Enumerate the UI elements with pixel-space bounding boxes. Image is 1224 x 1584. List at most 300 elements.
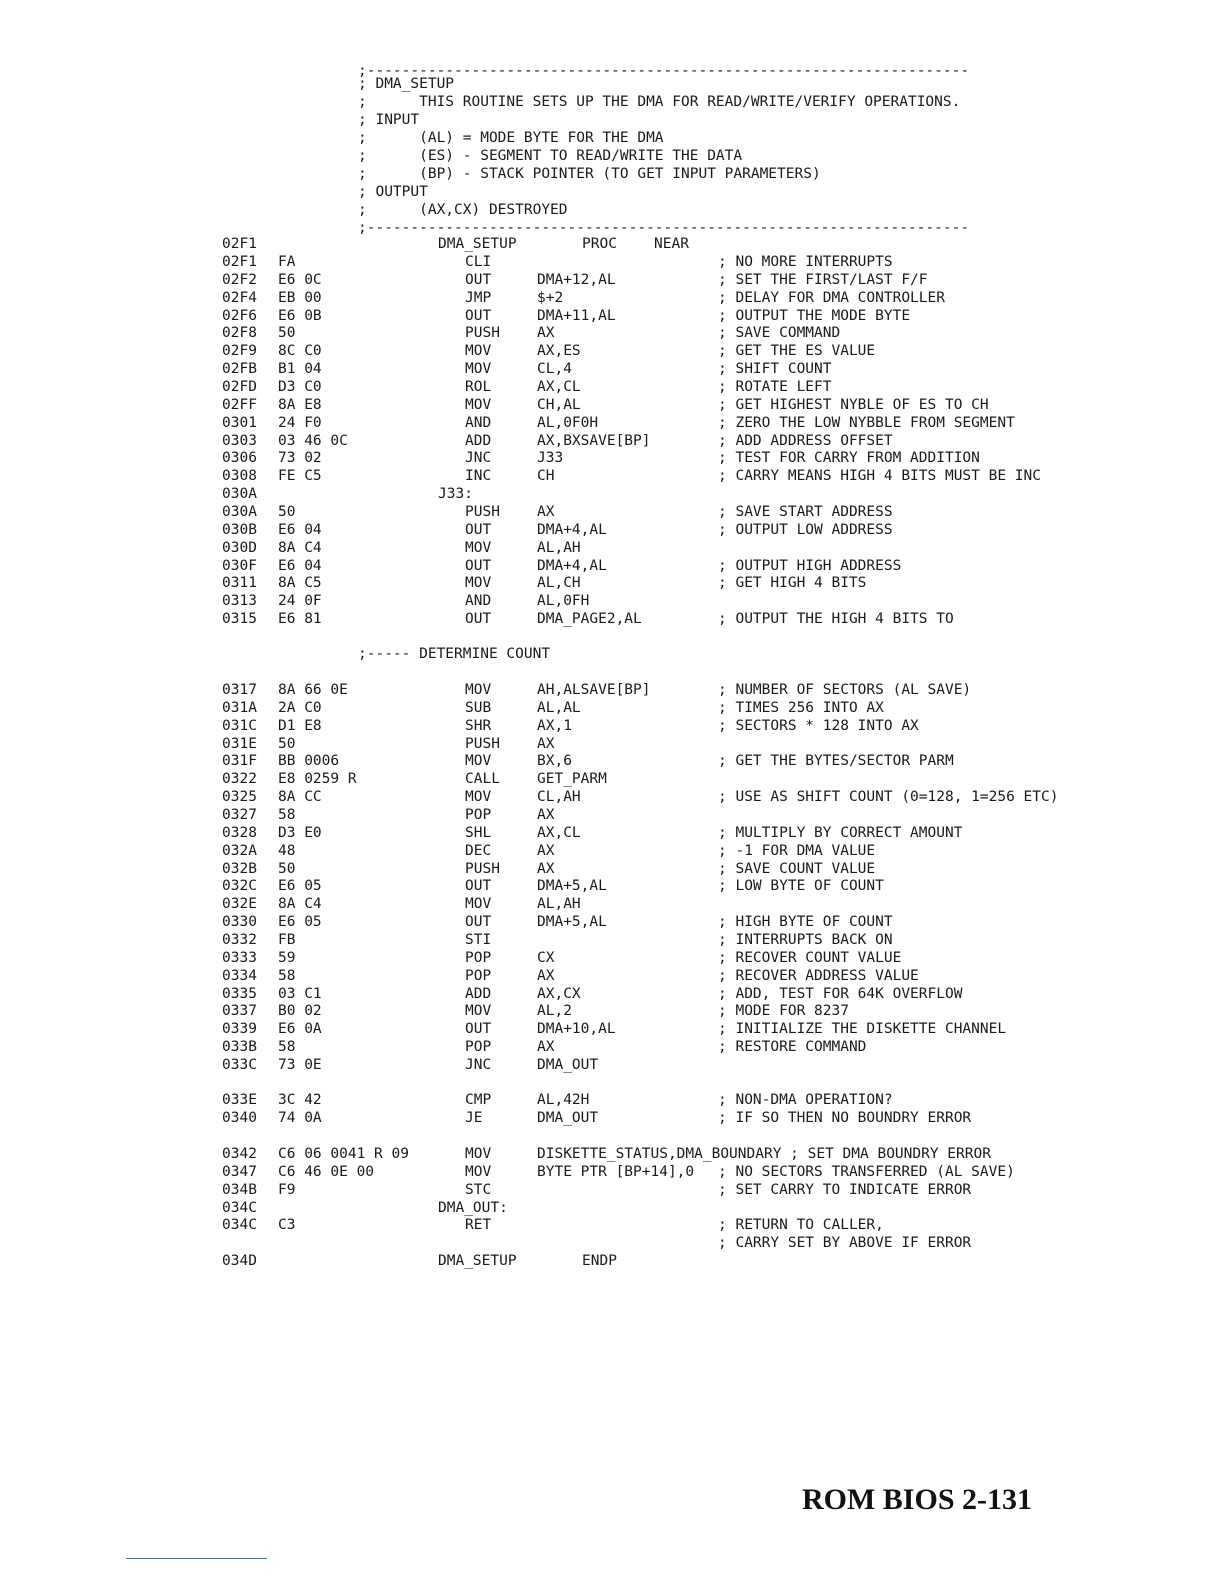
machine-code: 73 02	[278, 450, 322, 467]
listing-row	[0, 378, 1224, 396]
listing-row	[0, 877, 1224, 895]
listing-row	[0, 699, 1224, 717]
mnemonic: CLI	[465, 254, 492, 270]
listing-row	[0, 503, 1224, 521]
machine-code: 8C C0	[278, 343, 322, 360]
listing-row	[0, 752, 1224, 770]
listing-row	[0, 467, 1224, 485]
machine-code: 58	[278, 807, 296, 823]
machine-code: 03 46 0C	[278, 432, 348, 449]
address: 032C	[222, 878, 257, 895]
operands: AX,BXSAVE[BP]	[537, 432, 651, 449]
address: 0313	[222, 593, 257, 610]
operands: AL,CH	[537, 575, 581, 592]
operands: AL,42H	[537, 1092, 590, 1108]
address: 0308	[222, 468, 257, 485]
address: 0301	[222, 414, 257, 431]
listing-row	[0, 913, 1224, 931]
address: 032E	[222, 896, 257, 913]
machine-code: C6 06 0041 R 09	[278, 1146, 409, 1162]
operands: BYTE PTR [BP+14],0	[537, 1163, 695, 1180]
mnemonic: MOV	[465, 396, 492, 413]
machine-code: 03 C1	[278, 985, 322, 1002]
scan-underline-mark	[126, 1558, 267, 1559]
address: 034C	[222, 1217, 257, 1234]
proc-distance: NEAR	[654, 236, 689, 252]
address: 0303	[222, 432, 257, 449]
listing-row	[0, 449, 1224, 467]
proc-name: DMA_SETUP	[438, 1253, 517, 1269]
machine-code: B1 04	[278, 361, 322, 378]
machine-code: 2A C0	[278, 699, 322, 716]
mnemonic: INC	[465, 468, 492, 485]
line-comment: ; OUTPUT THE MODE BYTE	[718, 307, 911, 324]
listing-row	[0, 610, 1224, 628]
listing-row	[0, 485, 1224, 503]
operands: AX	[537, 807, 555, 823]
machine-code: 8A C5	[278, 575, 322, 592]
line-comment: ; ADD, TEST FOR 64K OVERFLOW	[718, 985, 963, 1002]
mnemonic: MOV	[465, 1146, 492, 1162]
operands: AL,0F0H	[537, 414, 599, 431]
address: 030D	[222, 539, 257, 556]
line-comment: ; SECTORS * 128 INTO AX	[718, 717, 919, 734]
address: 031C	[222, 717, 257, 734]
operands: GET_PARM	[537, 771, 607, 788]
address: 02F2	[222, 271, 257, 288]
address: 030A	[222, 503, 257, 520]
listing-row	[0, 396, 1224, 414]
operands: DISKETTE_STATUS,DMA_BOUNDARY ; SET DMA BOUNDRY ERROR	[537, 1146, 991, 1162]
mnemonic: SUB	[465, 699, 492, 716]
operands: AX,CL	[537, 824, 581, 841]
mnemonic: OUT	[465, 521, 492, 538]
operands: DMA+12,AL	[537, 271, 616, 288]
address: 0322	[222, 771, 257, 788]
line-comment: ; SAVE START ADDRESS	[718, 503, 893, 520]
mnemonic: OUT	[465, 914, 492, 930]
address: 032A	[222, 842, 257, 859]
listing-row	[0, 557, 1224, 575]
address: 02F9	[222, 343, 257, 360]
operands: DMA+4,AL	[537, 521, 607, 538]
operands: CL,4	[537, 361, 572, 378]
operands: AH,ALSAVE[BP]	[537, 682, 651, 698]
mnemonic: MOV	[465, 682, 492, 698]
machine-code: F9	[278, 1181, 296, 1198]
listing-row	[0, 414, 1224, 432]
address: 031F	[222, 753, 257, 770]
line-comment: ; SAVE COUNT VALUE	[718, 860, 876, 877]
mnemonic: ADD	[465, 432, 492, 449]
mnemonic: AND	[465, 414, 492, 431]
machine-code: D1 E8	[278, 717, 322, 734]
mnemonic: PUSH	[465, 860, 500, 877]
listing-row	[0, 1091, 1224, 1109]
line-comment: ; OUTPUT HIGH ADDRESS	[718, 557, 902, 574]
machine-code: 58	[278, 967, 296, 984]
listing-row	[0, 735, 1224, 753]
operands: AX	[537, 503, 555, 520]
machine-code: 8A 66 0E	[278, 682, 348, 698]
machine-code: C6 46 0E 00	[278, 1163, 375, 1180]
operands: AX	[537, 325, 555, 342]
machine-code: E6 05	[278, 914, 322, 930]
header-comment-line: ;---------------------------------------------------------------------	[358, 63, 970, 79]
address: 034B	[222, 1181, 257, 1198]
machine-code: 24 0F	[278, 593, 322, 610]
listing-row	[0, 949, 1224, 967]
proc-end-line	[0, 1252, 1224, 1270]
mnemonic: SHL	[465, 824, 492, 841]
address: 0339	[222, 1021, 257, 1038]
mnemonic: AND	[465, 593, 492, 610]
machine-code: E8 0259 R	[278, 771, 357, 788]
machine-code: FA	[278, 254, 296, 270]
address: 02F6	[222, 307, 257, 324]
listing-row	[0, 324, 1224, 342]
operands: J33	[537, 450, 564, 467]
machine-code: D3 E0	[278, 824, 322, 841]
proc-keyword: ENDP	[582, 1253, 617, 1269]
line-comment: ; SAVE COMMAND	[718, 325, 841, 342]
address: 0337	[222, 1003, 257, 1020]
address: 031E	[222, 735, 257, 752]
operands: AL,0FH	[537, 593, 590, 610]
operands: AL,AL	[537, 699, 581, 716]
address: 02FD	[222, 379, 257, 395]
line-comment: ; SET THE FIRST/LAST F/F	[718, 271, 928, 288]
mnemonic: JMP	[465, 289, 492, 306]
listing-row	[0, 289, 1224, 307]
operands: DMA_OUT	[537, 1056, 599, 1073]
address: 030B	[222, 521, 257, 538]
listing-row	[0, 806, 1224, 824]
listing-row	[0, 1109, 1224, 1127]
mnemonic: POP	[465, 967, 492, 984]
listing-row	[0, 1020, 1224, 1038]
address: 0342	[222, 1146, 257, 1162]
mnemonic: MOV	[465, 896, 492, 913]
code-label: DMA_OUT:	[438, 1199, 508, 1216]
address: 032B	[222, 860, 257, 877]
listing-row	[0, 895, 1224, 913]
listing-row	[0, 717, 1224, 735]
address: 031A	[222, 699, 257, 716]
operands: DMA+4,AL	[537, 557, 607, 574]
operands: AX,CL	[537, 379, 581, 395]
address: 0306	[222, 450, 257, 467]
header-comment-line: ; OUTPUT	[358, 184, 428, 200]
address: 033C	[222, 1056, 257, 1073]
page-footer: ROM BIOS 2-131	[801, 1483, 1032, 1516]
address: 033B	[222, 1039, 257, 1055]
address: 0347	[222, 1163, 257, 1180]
operands: AX	[537, 967, 555, 984]
machine-code: 8A E8	[278, 396, 322, 413]
machine-code: 50	[278, 325, 296, 342]
address: 0327	[222, 807, 257, 823]
listing-row	[0, 307, 1224, 325]
machine-code: E6 0C	[278, 271, 322, 288]
address: 02F4	[222, 289, 257, 306]
line-comment: ; CARRY MEANS HIGH 4 BITS MUST BE INC	[718, 468, 1042, 485]
operands: AX,CX	[537, 985, 581, 1002]
address: 0328	[222, 824, 257, 841]
operands: DMA+11,AL	[537, 307, 616, 324]
address: 0317	[222, 682, 257, 698]
listing-row	[0, 1234, 1224, 1252]
operands: BX,6	[537, 753, 572, 770]
mnemonic: RET	[465, 1217, 492, 1234]
operands: AX	[537, 1039, 555, 1055]
line-comment: ; GET HIGH 4 BITS	[718, 575, 867, 592]
line-comment: ; IF SO THEN NO BOUNDRY ERROR	[718, 1109, 972, 1126]
line-comment: ; TIMES 256 INTO AX	[718, 699, 884, 716]
machine-code: E6 81	[278, 611, 322, 627]
address: 0332	[222, 931, 257, 948]
machine-code: 74 0A	[278, 1109, 322, 1126]
listing-row	[0, 788, 1224, 806]
listing-row	[0, 967, 1224, 985]
mnemonic: OUT	[465, 878, 492, 895]
address: 030F	[222, 557, 257, 574]
line-comment: ; NUMBER OF SECTORS (AL SAVE)	[718, 682, 972, 698]
machine-code: 48	[278, 842, 296, 859]
machine-code: 50	[278, 735, 296, 752]
operands: AL,2	[537, 1003, 572, 1020]
listing-row	[0, 574, 1224, 592]
mnemonic: MOV	[465, 575, 492, 592]
machine-code: 24 F0	[278, 414, 322, 431]
address: 0334	[222, 967, 257, 984]
line-comment: ; NO SECTORS TRANSFERRED (AL SAVE)	[718, 1163, 1015, 1180]
listing-row	[0, 253, 1224, 271]
mnemonic: ROL	[465, 379, 492, 395]
mnemonic: OUT	[465, 1021, 492, 1038]
machine-code: FB	[278, 931, 296, 948]
operands: AL,AH	[537, 539, 581, 556]
operands: DMA_PAGE2,AL	[537, 611, 642, 627]
listing-row	[0, 1181, 1224, 1199]
line-comment: ; CARRY SET BY ABOVE IF ERROR	[718, 1235, 972, 1252]
machine-code: B0 02	[278, 1003, 322, 1020]
machine-code: 59	[278, 949, 296, 966]
mnemonic: ADD	[465, 985, 492, 1002]
line-comment: ; GET HIGHEST NYBLE OF ES TO CH	[718, 396, 989, 413]
listing-row	[0, 1216, 1224, 1234]
machine-code: D3 C0	[278, 379, 322, 395]
mnemonic: PUSH	[465, 325, 500, 342]
machine-code: E6 0A	[278, 1021, 322, 1038]
listing-row	[0, 539, 1224, 557]
section-comment: ;----- DETERMINE COUNT	[358, 646, 551, 662]
line-comment: ; GET THE BYTES/SECTOR PARM	[718, 753, 954, 770]
mnemonic: MOV	[465, 1163, 492, 1180]
line-comment: ; RESTORE COMMAND	[718, 1039, 867, 1055]
machine-code: E6 04	[278, 557, 322, 574]
machine-code: 8A C4	[278, 539, 322, 556]
machine-code: 50	[278, 860, 296, 877]
mnemonic: PUSH	[465, 735, 500, 752]
listing-row	[0, 1163, 1224, 1181]
mnemonic: MOV	[465, 789, 492, 806]
header-comment-line: ; (BP) - STACK POINTER (TO GET INPUT PARAMETERS)	[358, 166, 821, 182]
address: 02F1	[222, 254, 257, 270]
line-comment: ; TEST FOR CARRY FROM ADDITION	[718, 450, 980, 467]
address: 0333	[222, 949, 257, 966]
mnemonic: OUT	[465, 557, 492, 574]
listing-row	[0, 1145, 1224, 1163]
listing-row	[0, 521, 1224, 539]
listing-row	[0, 1038, 1224, 1056]
operands: AX	[537, 735, 555, 752]
address: 0311	[222, 575, 257, 592]
line-comment: ; RECOVER ADDRESS VALUE	[718, 967, 919, 984]
mnemonic: SHR	[465, 717, 492, 734]
listing-row	[0, 1002, 1224, 1020]
mnemonic: OUT	[465, 307, 492, 324]
mnemonic: STC	[465, 1181, 492, 1198]
header-comment-line: ; THIS ROUTINE SETS UP THE DMA FOR READ/WRITE/VERIFY OPERATIONS.	[358, 94, 961, 110]
listing-row	[0, 592, 1224, 610]
mnemonic: CALL	[465, 771, 500, 788]
mnemonic: JNC	[465, 1056, 492, 1073]
machine-code: 58	[278, 1039, 296, 1055]
line-comment: ; INITIALIZE THE DISKETTE CHANNEL	[718, 1021, 1007, 1038]
operands: AX	[537, 860, 555, 877]
line-comment: ; INTERRUPTS BACK ON	[718, 931, 893, 948]
header-comment-line: ; DMA_SETUP	[358, 76, 455, 92]
mnemonic: POP	[465, 949, 492, 966]
listing-row	[0, 681, 1224, 699]
listing-row	[0, 824, 1224, 842]
listing-row	[0, 860, 1224, 878]
operands: CH	[537, 468, 555, 485]
listing-row	[0, 342, 1224, 360]
listing-row	[0, 271, 1224, 289]
listing-row	[0, 432, 1224, 450]
line-comment: ; ADD ADDRESS OFFSET	[718, 432, 893, 449]
line-comment: ; OUTPUT THE HIGH 4 BITS TO	[718, 611, 954, 627]
operands: AX,ES	[537, 343, 581, 360]
mnemonic: POP	[465, 807, 492, 823]
machine-code: E6 0B	[278, 307, 322, 324]
line-comment: ; RECOVER COUNT VALUE	[718, 949, 902, 966]
operands: $+2	[537, 289, 564, 306]
header-comment-line: ;---------------------------------------------------------------------	[358, 220, 970, 236]
mnemonic: OUT	[465, 271, 492, 288]
listing-row	[0, 770, 1224, 788]
listing-row	[0, 360, 1224, 378]
operands: AX,1	[537, 717, 572, 734]
address: 034D	[222, 1253, 257, 1269]
machine-code: 8A C4	[278, 896, 322, 913]
line-comment: ; DELAY FOR DMA CONTROLLER	[718, 289, 945, 306]
address: 033E	[222, 1092, 257, 1108]
mnemonic: PUSH	[465, 503, 500, 520]
machine-code: E6 04	[278, 521, 322, 538]
address: 0335	[222, 985, 257, 1002]
header-comment-line: ; (AL) = MODE BYTE FOR THE DMA	[358, 130, 664, 146]
operands: CH,AL	[537, 396, 581, 413]
address: 02F1	[222, 236, 257, 252]
line-comment: ; GET THE ES VALUE	[718, 343, 876, 360]
proc-name: DMA_SETUP	[438, 236, 517, 252]
operands: DMA_OUT	[537, 1109, 599, 1126]
address: 0325	[222, 789, 257, 806]
header-comment-line: ; (AX,CX) DESTROYED	[358, 202, 568, 218]
line-comment: ; ROTATE LEFT	[718, 379, 832, 395]
line-comment: ; ZERO THE LOW NYBBLE FROM SEGMENT	[718, 414, 1015, 431]
machine-code: E6 05	[278, 878, 322, 895]
mnemonic: POP	[465, 1039, 492, 1055]
proc-keyword: PROC	[582, 236, 617, 252]
line-comment: ; OUTPUT LOW ADDRESS	[718, 521, 893, 538]
listing-row	[0, 1199, 1224, 1217]
machine-code: BB 0006	[278, 753, 340, 770]
mnemonic: MOV	[465, 1003, 492, 1020]
mnemonic: OUT	[465, 611, 492, 627]
mnemonic: CMP	[465, 1092, 492, 1108]
line-comment: ; SET CARRY TO INDICATE ERROR	[718, 1181, 972, 1198]
address: 030A	[222, 486, 257, 503]
line-comment: ; SHIFT COUNT	[718, 361, 832, 378]
address: 02FF	[222, 396, 257, 413]
mnemonic: JE	[465, 1109, 483, 1126]
mnemonic: MOV	[465, 539, 492, 556]
address: 0330	[222, 914, 257, 930]
header-comment-line: ; (ES) - SEGMENT TO READ/WRITE THE DATA	[358, 148, 743, 164]
line-comment: ; NON-DMA OPERATION?	[718, 1092, 893, 1108]
operands: CX	[537, 949, 555, 966]
line-comment: ; -1 FOR DMA VALUE	[718, 842, 876, 859]
machine-code: 73 0E	[278, 1056, 322, 1073]
line-comment: ; RETURN TO CALLER,	[718, 1217, 884, 1234]
machine-code: EB 00	[278, 289, 322, 306]
operands: DMA+5,AL	[537, 878, 607, 895]
header-comment-line: ; INPUT	[358, 112, 420, 128]
listing-row	[0, 842, 1224, 860]
address: 02F8	[222, 325, 257, 342]
mnemonic: MOV	[465, 753, 492, 770]
mnemonic: MOV	[465, 343, 492, 360]
address: 0340	[222, 1109, 257, 1126]
machine-code: 3C 42	[278, 1092, 322, 1108]
address: 034C	[222, 1199, 257, 1216]
machine-code: C3	[278, 1217, 296, 1234]
mnemonic: DEC	[465, 842, 492, 859]
code-label: J33:	[438, 486, 473, 503]
proc-start-line	[0, 235, 1224, 253]
mnemonic: STI	[465, 931, 492, 948]
operands: AL,AH	[537, 896, 581, 913]
line-comment: ; LOW BYTE OF COUNT	[718, 878, 884, 895]
line-comment: ; USE AS SHIFT COUNT (0=128, 1=256 ETC)	[718, 789, 1059, 806]
address: 02FB	[222, 361, 257, 378]
machine-code: FE C5	[278, 468, 322, 485]
line-comment: ; HIGH BYTE OF COUNT	[718, 914, 893, 930]
operands: CL,AH	[537, 789, 581, 806]
mnemonic: MOV	[465, 361, 492, 378]
machine-code: 50	[278, 503, 296, 520]
operands: DMA+10,AL	[537, 1021, 616, 1038]
machine-code: 8A CC	[278, 789, 322, 806]
listing-row	[0, 931, 1224, 949]
line-comment: ; MULTIPLY BY CORRECT AMOUNT	[718, 824, 963, 841]
line-comment: ; MODE FOR 8237	[718, 1003, 849, 1020]
listing-row	[0, 1056, 1224, 1074]
